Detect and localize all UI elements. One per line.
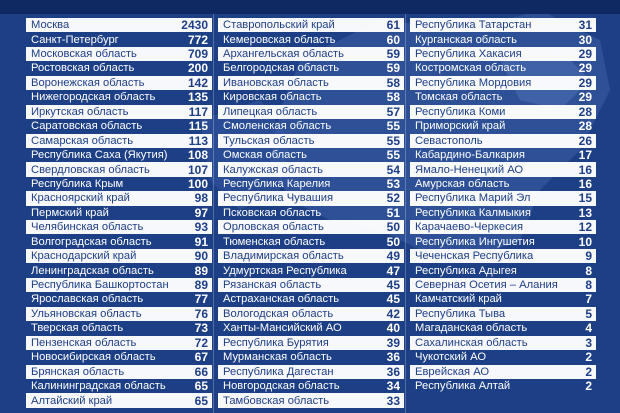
region-cases-count: 40: [386, 321, 400, 336]
region-row: [218, 206, 404, 220]
region-row: [410, 162, 596, 176]
region-row: [26, 18, 212, 32]
region-name: Республика Калмыкия: [415, 206, 531, 219]
region-cases-count: 47: [386, 263, 400, 278]
region-name: Камчатский край: [415, 293, 502, 306]
region-row: [218, 350, 404, 364]
region-name: Ярославская область: [31, 293, 144, 306]
region-cases-count: 34: [386, 379, 400, 394]
region-cases-count: 17: [578, 148, 592, 163]
region-name: Республика Мордовия: [415, 76, 532, 89]
region-name: Курганская область: [415, 33, 517, 46]
region-column-3: [410, 18, 596, 408]
region-name: Омская область: [223, 149, 307, 162]
region-cases-count: 33: [386, 393, 400, 408]
region-row: [26, 90, 212, 104]
region-name: Мурманская область: [223, 351, 332, 364]
region-cases-count: 58: [386, 75, 400, 90]
region-cases-count: 50: [386, 234, 400, 249]
region-cases-count: 49: [386, 249, 400, 264]
region-name: Ульяновская область: [31, 307, 142, 320]
top-bar: [0, 0, 620, 14]
region-row: [218, 278, 404, 292]
region-cases-count: 30: [578, 32, 592, 47]
region-row: [218, 235, 404, 249]
region-cases-count: 107: [187, 162, 208, 177]
region-cases-count: 53: [386, 176, 400, 191]
region-name: Архангельская область: [223, 48, 345, 61]
region-cases-count: 72: [194, 335, 208, 350]
region-name: Красноярский край: [31, 192, 130, 205]
region-cases-count: 2: [585, 350, 592, 365]
region-row: [26, 379, 212, 393]
region-row: [218, 263, 404, 277]
region-row: [218, 321, 404, 335]
region-cases-count: 55: [386, 119, 400, 134]
region-row: [26, 292, 212, 306]
region-cases-count: 8: [585, 278, 592, 293]
region-name: Алтайский край: [31, 394, 113, 407]
region-row: [26, 32, 212, 46]
region-name: Новосибирская область: [31, 351, 156, 364]
region-name: Еврейская АО: [415, 365, 490, 378]
region-cases-count: 61: [386, 18, 400, 33]
region-cases-count: 65: [194, 379, 208, 394]
region-cases-count: 709: [187, 47, 208, 62]
region-name: Республика Марий Эл: [415, 192, 531, 205]
region-row: [26, 278, 212, 292]
region-name: Волгоградская область: [31, 235, 152, 248]
region-name: Республика Башкортостан: [31, 279, 169, 292]
region-row: [26, 220, 212, 234]
region-cases-count: 98: [194, 191, 208, 206]
region-name: Калининградская область: [31, 380, 166, 393]
region-row: [26, 134, 212, 148]
region-cases-count: 93: [194, 220, 208, 235]
region-row: [410, 220, 596, 234]
region-row: [410, 379, 596, 393]
region-cases-count: 89: [194, 278, 208, 293]
region-row: [410, 292, 596, 306]
region-name: Тульская область: [223, 134, 315, 147]
region-name: Орловская область: [223, 221, 324, 234]
region-name: Ивановская область: [223, 76, 329, 89]
region-name: Республика Тыва: [415, 307, 506, 320]
region-row: [26, 148, 212, 162]
region-row: [410, 263, 596, 277]
region-row: [26, 321, 212, 335]
region-row: [218, 336, 404, 350]
region-cases-count: 16: [578, 162, 592, 177]
region-cases-count: 90: [194, 249, 208, 264]
region-row: [218, 76, 404, 90]
region-cases-count: 29: [578, 90, 592, 105]
region-cases-count: 55: [386, 133, 400, 148]
region-row: [218, 393, 404, 407]
region-row: [218, 162, 404, 176]
region-cases-count: 76: [194, 306, 208, 321]
region-name: Республика Карелия: [223, 177, 331, 190]
region-cases-count: 67: [194, 350, 208, 365]
region-cases-count: 15: [578, 191, 592, 206]
region-cases-count: 59: [386, 47, 400, 62]
region-cases-count: 58: [386, 90, 400, 105]
region-cases-count: 39: [386, 335, 400, 350]
region-row: [410, 18, 596, 32]
region-name: Ханты-Мансийский АО: [223, 322, 342, 335]
region-name: Республика Крым: [31, 177, 124, 190]
region-row: [26, 162, 212, 176]
region-cases-count: 29: [578, 47, 592, 62]
region-row: [218, 47, 404, 61]
region-row: [410, 206, 596, 220]
region-name: Липецкая область: [223, 105, 318, 118]
region-row: [410, 119, 596, 133]
region-cases-count: 55: [386, 148, 400, 163]
region-cases-count: 16: [578, 176, 592, 191]
region-cases-count: 9: [585, 249, 592, 264]
region-row: [410, 90, 596, 104]
region-name: Московская область: [31, 48, 137, 61]
region-cases-count: 200: [187, 61, 208, 76]
region-cases-count: 77: [194, 292, 208, 307]
region-cases-count: 36: [386, 364, 400, 379]
region-name: Воронежская область: [31, 76, 145, 89]
region-cases-count: 10: [578, 234, 592, 249]
region-cases-count: 51: [386, 205, 400, 220]
region-row: [218, 90, 404, 104]
region-row: [26, 307, 212, 321]
region-cases-count: 97: [194, 205, 208, 220]
region-name: Псковская область: [223, 206, 322, 219]
region-name: Брянская область: [31, 365, 125, 378]
region-cases-count: 5: [585, 306, 592, 321]
region-row: [218, 307, 404, 321]
region-name: Свердловская область: [31, 163, 150, 176]
region-row: [410, 134, 596, 148]
region-row: [26, 235, 212, 249]
region-name: Сахалинская область: [415, 336, 528, 349]
region-row: [26, 76, 212, 90]
region-row: [26, 249, 212, 263]
region-row: [218, 61, 404, 75]
region-name: Краснодарский край: [31, 250, 137, 263]
region-row: [410, 278, 596, 292]
region-row: [410, 321, 596, 335]
region-cases-count: 142: [187, 75, 208, 90]
region-row: [218, 379, 404, 393]
region-column-1: [26, 18, 212, 408]
region-name: Саратовская область: [31, 120, 143, 133]
region-cases-count: 60: [386, 32, 400, 47]
region-name: Москва: [31, 19, 70, 32]
region-name: Рязанская область: [223, 279, 322, 292]
region-row: [410, 47, 596, 61]
region-name: Тюменская область: [223, 235, 326, 248]
region-cases-count: 115: [188, 119, 208, 134]
region-cases-count: 50: [386, 220, 400, 235]
region-name: Республика Коми: [415, 105, 506, 118]
region-name: Иркутская область: [31, 105, 129, 118]
region-row: [218, 134, 404, 148]
region-cases-count: 772: [187, 32, 208, 47]
region-row: [218, 292, 404, 306]
region-name: Калужская область: [223, 163, 324, 176]
region-name: Нижегородская область: [31, 91, 156, 104]
region-cases-count: 26: [578, 133, 592, 148]
region-name: Республика Татарстан: [415, 19, 532, 32]
region-name: Республика Дагестан: [223, 365, 334, 378]
region-name: Кировская область: [223, 91, 322, 104]
region-name: Новгородская область: [223, 380, 340, 393]
region-name: Кемеровская область: [223, 33, 336, 46]
region-name: Республика Ингушетия: [415, 235, 535, 248]
region-cases-count: 7: [585, 292, 592, 307]
region-cases-count: 91: [194, 234, 208, 249]
region-cases-count: 59: [386, 61, 400, 76]
region-row: [410, 105, 596, 119]
region-cases-count: 29: [578, 75, 592, 90]
region-cases-count: 100: [187, 176, 208, 191]
region-name: Томская область: [415, 91, 503, 104]
region-cases-count: 135: [187, 90, 208, 105]
region-cases-count: 108: [187, 148, 208, 163]
region-cases-count: 45: [386, 278, 400, 293]
region-row: [410, 61, 596, 75]
region-name: Республика Бурятия: [223, 336, 329, 349]
region-cases-count: 2430: [181, 18, 208, 33]
region-cases-count: 36: [386, 350, 400, 365]
region-name: Магаданская область: [415, 322, 528, 335]
region-cases-count: 54: [386, 162, 400, 177]
region-row: [26, 105, 212, 119]
region-column-2: [218, 18, 404, 408]
region-name: Пермский край: [31, 206, 109, 219]
region-name: Северная Осетия – Алания: [415, 279, 558, 292]
region-name: Удмуртская Республика: [223, 264, 347, 277]
region-cases-count: 3: [585, 335, 592, 350]
region-name: Ленинградская область: [31, 264, 154, 277]
region-name: Чукотский АО: [415, 351, 487, 364]
region-row: [26, 336, 212, 350]
region-row: [410, 235, 596, 249]
region-name: Республика Хакасия: [415, 48, 522, 61]
region-row: [410, 336, 596, 350]
region-row: [218, 249, 404, 263]
region-row: [410, 76, 596, 90]
region-cases-count: 45: [386, 292, 400, 307]
region-row: [26, 119, 212, 133]
region-cases-count: 57: [386, 104, 400, 119]
region-cases-count: 31: [578, 18, 592, 33]
region-cases-count: 42: [386, 306, 400, 321]
region-name: Челябинская область: [31, 221, 144, 234]
region-row: [410, 249, 596, 263]
region-cases-count: 28: [578, 104, 592, 119]
region-name: Тамбовская область: [223, 394, 330, 407]
region-name: Владимирская область: [223, 250, 344, 263]
region-cases-count: 2: [585, 364, 592, 379]
region-name: Республика Саха (Якутия): [31, 149, 168, 162]
region-cases-count: 52: [386, 191, 400, 206]
region-row: [218, 32, 404, 46]
region-cases-count: 8: [585, 263, 592, 278]
region-row: [218, 191, 404, 205]
region-row: [26, 393, 212, 407]
region-row: [410, 32, 596, 46]
region-name: Смоленская область: [223, 120, 332, 133]
region-cases-count: 113: [188, 133, 208, 148]
region-row: [26, 61, 212, 75]
region-row: [218, 177, 404, 191]
region-row: [410, 307, 596, 321]
region-row: [410, 148, 596, 162]
region-row: [26, 47, 212, 61]
region-name: Республика Адыгея: [415, 264, 517, 277]
region-cases-count: 73: [194, 321, 208, 336]
region-name: Белгородская область: [223, 62, 340, 75]
region-row: [410, 350, 596, 364]
region-name: Республика Алтай: [415, 380, 511, 393]
region-cases-count: 28: [578, 119, 592, 134]
region-cases-count: 29: [578, 61, 592, 76]
region-name: Ростовская область: [31, 62, 135, 75]
region-row: [218, 365, 404, 379]
region-name: Вологодская область: [223, 307, 334, 320]
region-name: Карачаево-Черкесия: [415, 221, 524, 234]
region-name: Севастополь: [415, 134, 483, 147]
region-row: [410, 191, 596, 205]
region-row: [218, 18, 404, 32]
region-row: [218, 105, 404, 119]
region-cases-count: 65: [194, 393, 208, 408]
region-cases-count: 89: [194, 263, 208, 278]
region-row: [26, 206, 212, 220]
region-name: Кабардино-Балкария: [415, 149, 525, 162]
region-row: [218, 220, 404, 234]
region-name: Самарская область: [31, 134, 134, 147]
region-row: [26, 191, 212, 205]
region-cases-count: 12: [578, 220, 592, 235]
regions-table: [26, 18, 607, 408]
region-row: [26, 350, 212, 364]
region-row: [218, 148, 404, 162]
region-name: Астраханская область: [223, 293, 340, 306]
region-cases-count: 4: [585, 321, 592, 336]
region-name: Ставропольский край: [223, 19, 335, 32]
region-name: Чеченская Республика: [415, 250, 534, 263]
region-row: [26, 263, 212, 277]
region-row: [26, 365, 212, 379]
region-row: [26, 177, 212, 191]
region-name: Тверская область: [31, 322, 124, 335]
region-name: Амурская область: [415, 177, 510, 190]
region-row: [410, 365, 596, 379]
region-name: Ямало-Ненецкий АО: [415, 163, 524, 176]
region-cases-count: 66: [194, 364, 208, 379]
region-name: Приморский край: [415, 120, 506, 133]
region-name: Костромская область: [415, 62, 527, 75]
region-cases-count: 13: [578, 205, 592, 220]
region-row: [218, 119, 404, 133]
region-name: Республика Чувашия: [223, 192, 334, 205]
region-cases-count: 2: [585, 379, 592, 394]
region-row: [410, 177, 596, 191]
region-cases-count: 117: [188, 104, 208, 119]
region-name: Пензенская область: [31, 336, 137, 349]
region-name: Санкт-Петербург: [31, 33, 119, 46]
